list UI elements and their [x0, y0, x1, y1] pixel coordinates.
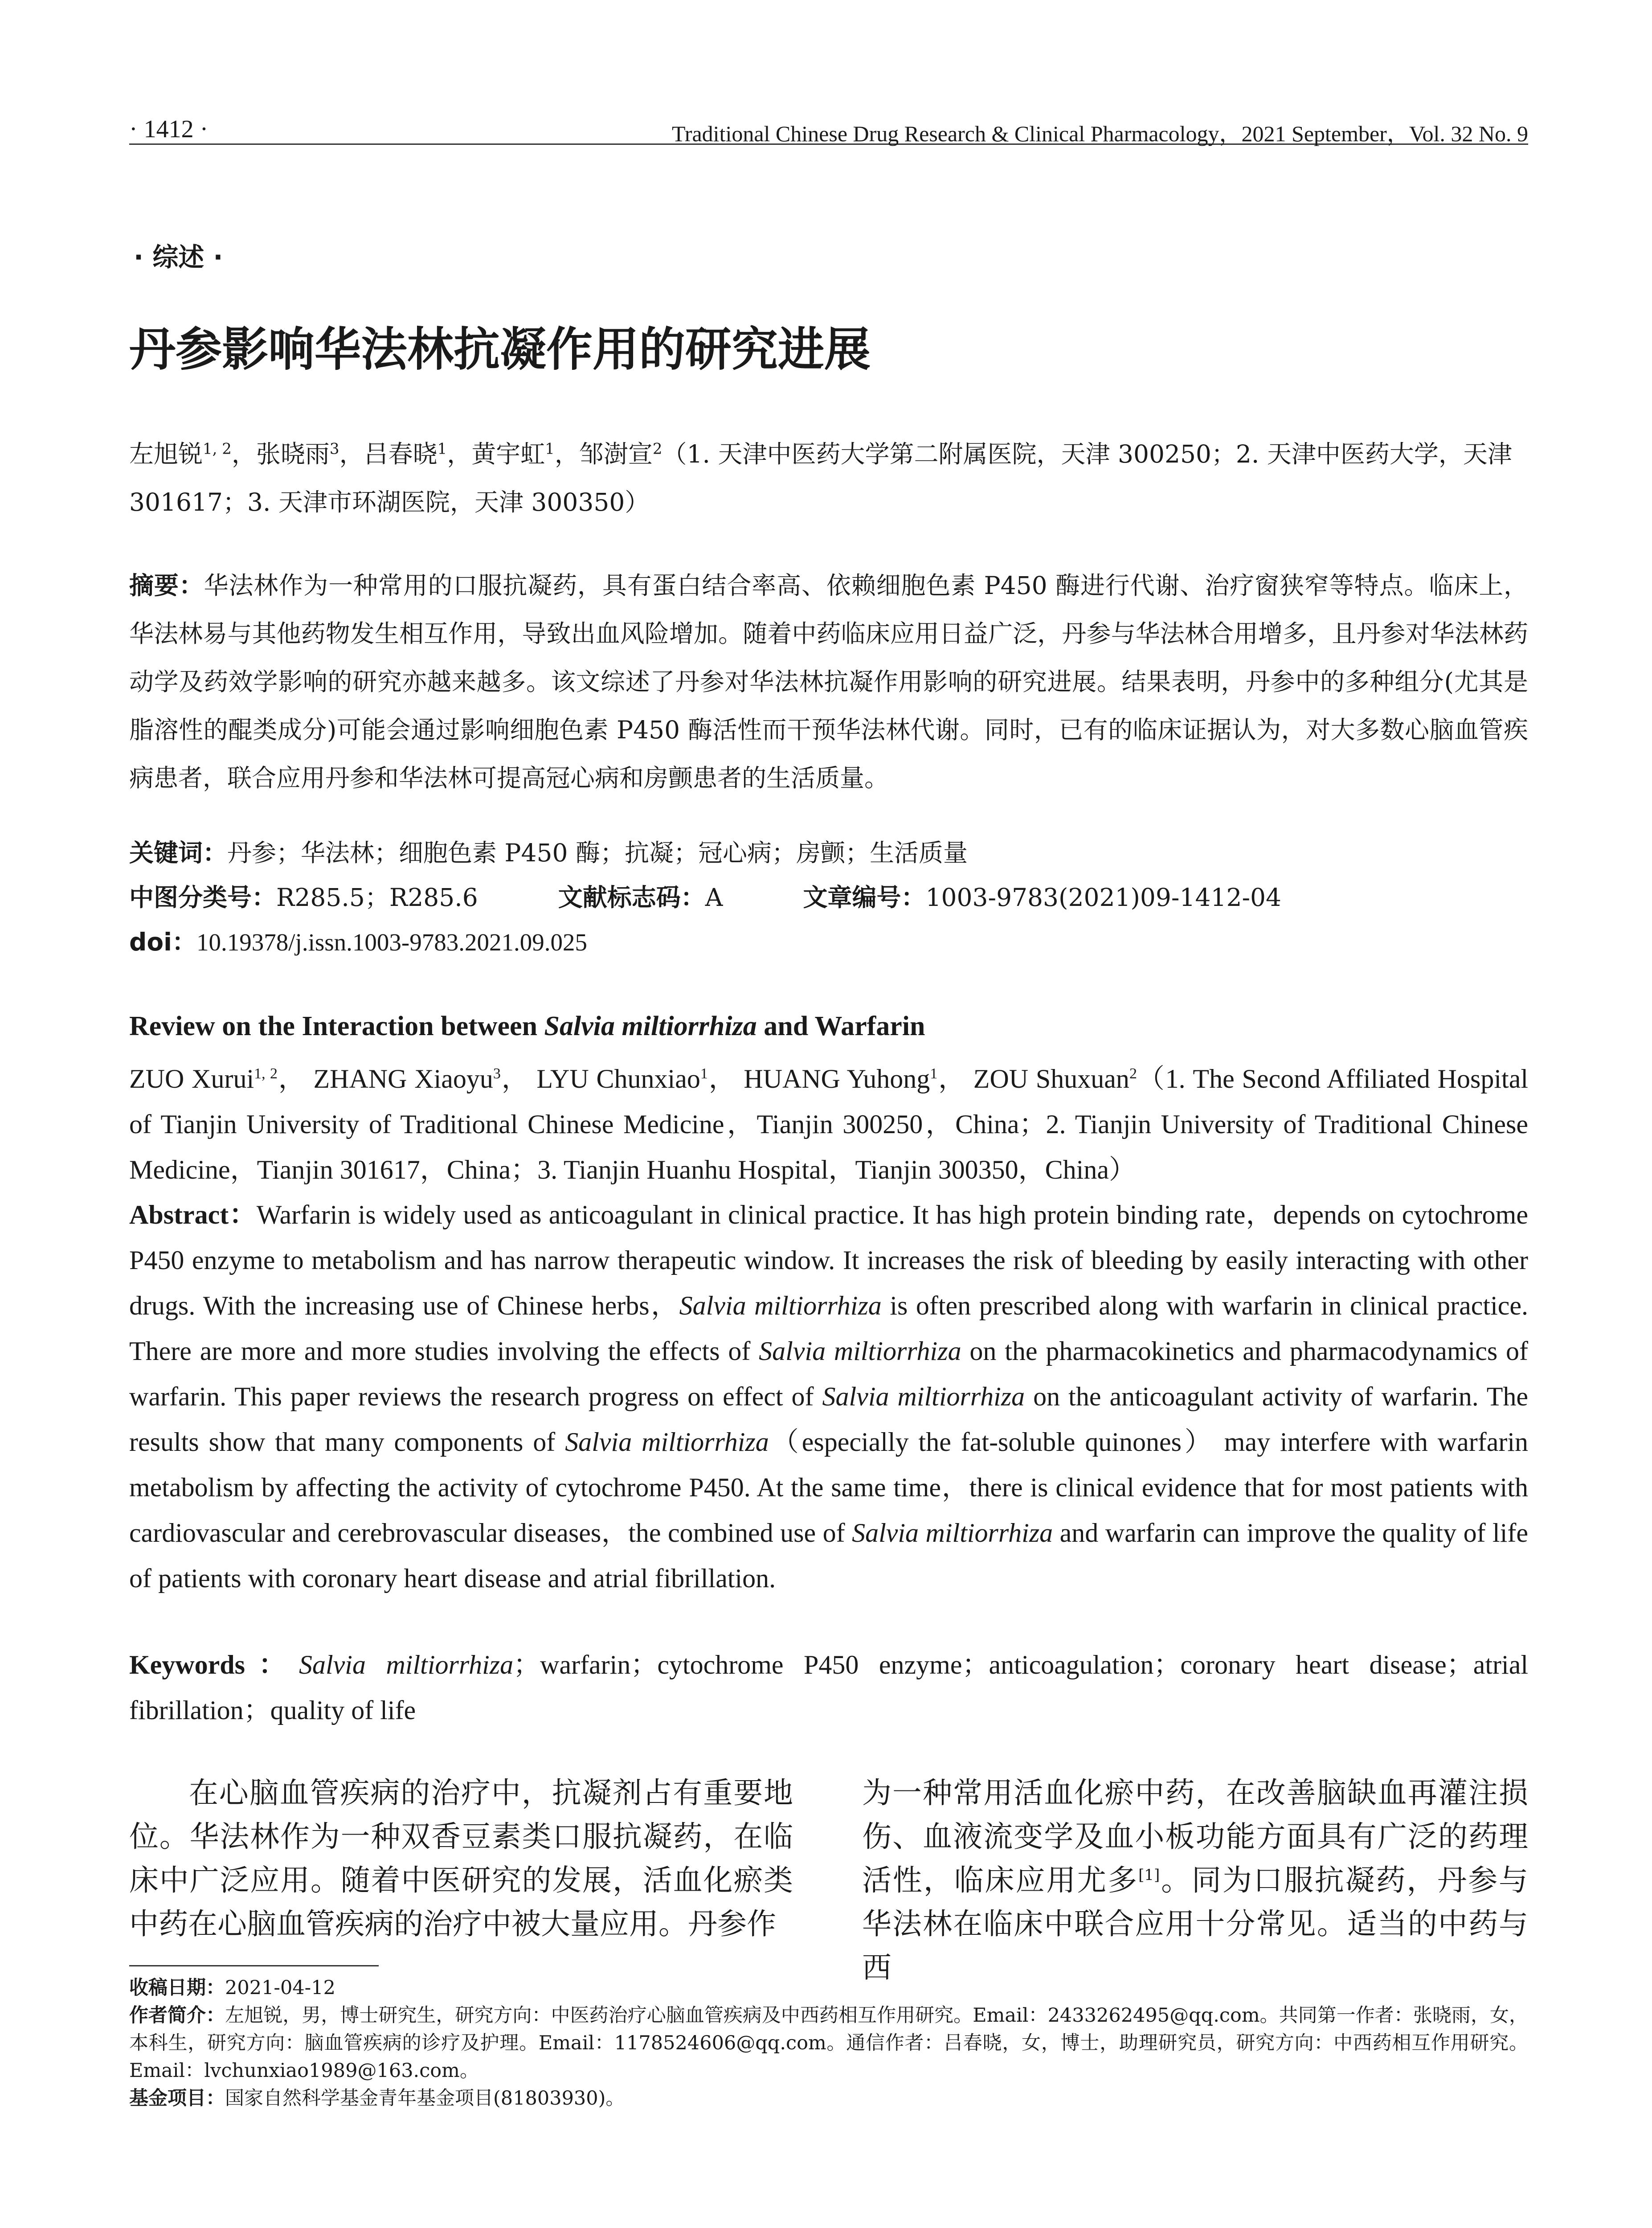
classification-row [129, 873, 1528, 922]
author-name: ，邹澍宣 [554, 440, 653, 468]
article-number-label: 文章编号： [803, 883, 926, 912]
species-name: Salvia miltiorrhiza [299, 1650, 514, 1679]
author-name: ，吕春晓 [339, 440, 438, 468]
author-affiliation-mark: 1 [930, 1065, 938, 1082]
clc-label: 中图分类号： [129, 883, 277, 912]
author-name: ，黄宇虹 [447, 440, 545, 468]
funding: 基金项目：国家自然科学基金青年基金项目(81803930)。 [129, 2087, 625, 2109]
abstract-cn [129, 561, 1528, 802]
author-name: 左旭锐 [129, 440, 203, 468]
body-paragraph: 为一种常用活血化瘀中药，在改善脑缺血再灌注损伤、血液流变学及血小板功能方面具有广泛的药理活性，临床应用尤多 [862, 1776, 1528, 1897]
keywords-en: Keywords：Salvia miltiorrhiza；warfarin；cytochrome P450 enzyme；anticoagulation；coronary heart disease；atrial fibrillation；quality of life [129, 1650, 1529, 1725]
authors-en [129, 1056, 1528, 1192]
running-header [129, 112, 1528, 145]
author-affiliation-mark: 2 [1129, 1065, 1137, 1082]
citation-ref[interactable]: [1] [1138, 1866, 1160, 1884]
author-affiliation-mark: 2 [652, 440, 662, 458]
body-column-left [129, 1771, 793, 1946]
abstract-cn-label: 摘要： [129, 571, 204, 600]
affiliations-en: （1. The Second Affiliated Hospital of Tianjin University of Traditional Chinese Medicine，Tianjin 300250，China；2. Tianjin University of Traditional Chinese Medicine，Tianjin 301617，China；3. Tianjin Huanhu Hospital，Tianjin 300350，China） [129, 1064, 1528, 1184]
abstract-en: Abstract：Warfarin is widely used as anticoagulant in clinical practice. It has high protein binding rate，depends on cytochrome P450 enzyme to metabolism and has narrow therapeutic window. It increases the risk of bleeding by easily interacting with other drugs. With the increasing use of Chinese herbs，Salvia miltiorrhiza is often prescribed along with warfarin in clinical practice. There are more and more studies involving the effects of Salvia miltiorrhiza on the pharmacokinetics and pharmacodynamics of warfarin. This paper reviews the research progress on effect of Salvia miltiorrhiza on the anticoagulant activity of warfarin. The results show that many components of Salvia miltiorrhiza（especially the fat-soluble quinones） may interfere with warfarin metabolism by affecting the activity of cytochrome P450. At the same time，there is clinical evidence that for most patients with cardiovascular and cerebrovascular diseases，the combined use of Salvia miltiorrhiza and warfarin can improve the quality of life of patients with coronary heart disease and atrial fibrillation. [129, 1200, 1529, 1593]
received-date: 收稿日期：2021-04-12 [129, 1977, 335, 1999]
page-number: · 1412 · [129, 115, 209, 143]
species-name: Salvia miltiorrhiza [759, 1336, 961, 1366]
author-affiliation-mark: 1 [700, 1065, 708, 1082]
article-title-cn: 丹参影响华法林抗凝作用的研究进展 [129, 322, 871, 377]
species-name: Salvia miltiorrhiza [822, 1382, 1025, 1411]
keywords-cn-label: 关键词： [129, 839, 228, 867]
author-affiliation-mark: 1 [545, 440, 555, 458]
doc-code-value: A [705, 883, 723, 912]
author-affiliation-mark: 1, 2 [203, 440, 232, 458]
author-name: ，张晓雨 [231, 440, 330, 468]
section-label: · 综述 · [134, 242, 223, 272]
author-name: ， ZHANG Xiaoyu [277, 1064, 493, 1094]
author-affiliation-mark: 3 [493, 1065, 501, 1082]
body-paragraph: 。同为口服抗凝药，丹参与华法林在临床中联合应用十分常见。适当的中药与西 [862, 1863, 1529, 1985]
affiliations-cn: （1. 天津中医药大学第二附属医院，天津 300250；2. 天津中医药大学，天津 301617；3. 天津市环湖医院，天津 300350） [129, 440, 1512, 516]
author-name: ， LYU Chunxiao [500, 1064, 700, 1094]
author-affiliation-mark: 1, 2 [254, 1065, 278, 1082]
article-number-value: 1003-9783(2021)09-1412-04 [925, 883, 1282, 912]
doc-code-label: 文献标志码： [558, 883, 705, 912]
body-column-right [862, 1771, 1528, 1990]
doi-row [129, 918, 1528, 967]
author-affiliation-mark: 3 [329, 440, 339, 458]
author-bio: 作者简介：左旭锐，男，博士研究生，研究方向：中医药治疗心脑血管疾病及中西药相互作用研究。Email：2433262495@qq.com。共同第一作者：张晓雨，女，本科生，研究方向：脑血管疾病的诊疗及护理。Email：1178524606@qq.com。通信作者：吕春晓，女，博士，助理研究员，研究方向：中西药相互作用研究。Email：lvchunxiao1989@163.com。 [129, 2004, 1528, 2082]
keywords-cn-text: 丹参；华法林；细胞色素 P450 酶；抗凝；冠心病；房颤；生活质量 [227, 839, 968, 867]
journal-citation: Traditional Chinese Drug Research & Clinical Pharmacology，2021 September，Vol. 32 No. 9 [672, 121, 1528, 146]
keywords-cn [129, 829, 1528, 877]
footnotes [129, 1974, 1528, 2112]
keywords-en-label: Keywords： [129, 1650, 299, 1679]
author-name: ZUO Xurui [129, 1064, 254, 1094]
doi-link[interactable]: 10.19378/j.issn.1003-9783.2021.09.025 [196, 929, 587, 956]
author-affiliation-mark: 1 [437, 440, 447, 458]
species-name: Salvia miltiorrhiza [544, 1011, 757, 1041]
article-title-en: Review on the Interaction between Salvia miltiorrhiza and Warfarin [129, 1011, 925, 1041]
footnote-divider [129, 1965, 379, 1966]
clc-value: R285.5；R285.6 [276, 883, 478, 912]
author-name: ， ZOU Shuxuan [937, 1064, 1129, 1094]
authors-cn [129, 430, 1528, 526]
abstract-cn-text: 华法林作为一种常用的口服抗凝药，具有蛋白结合率高、依赖细胞色素 P450 酶进行代谢、治疗窗狭窄等特点。临床上，华法林易与其他药物发生相互作用，导致出血风险增加。随着中药临床应用日益广泛，丹参与华法林合用增多，且丹参对华法林药动学及药效学影响的研究亦越来越多。该文综述了丹参对华法林抗凝作用影响的研究进展。结果表明，丹参中的多种组分(尤其是脂溶性的醌类成分)可能会通过影响细胞色素 P450 酶活性而干预华法林代谢。同时，已有的临床证据认为，对大多数心脑血管疾病患者，联合应用丹参和华法林可提高冠心病和房颤患者的生活质量。 [129, 571, 1528, 792]
author-name: ， HUANG Yuhong [707, 1064, 930, 1094]
species-name: Salvia miltiorrhiza [679, 1291, 882, 1320]
abstract-en-label: Abstract： [129, 1200, 257, 1229]
doi-label: doi： [129, 928, 197, 956]
body-paragraph: 在心脑血管疾病的治疗中，抗凝剂占有重要地位。华法林作为一种双香豆素类口服抗凝药，在临床中广泛应用。随着中医研究的发展，活血化瘀类中药在心脑血管疾病的治疗中被大量应用。丹参作 [129, 1776, 793, 1941]
species-name: Salvia miltiorrhiza [565, 1427, 769, 1457]
species-name: Salvia miltiorrhiza [852, 1518, 1053, 1548]
